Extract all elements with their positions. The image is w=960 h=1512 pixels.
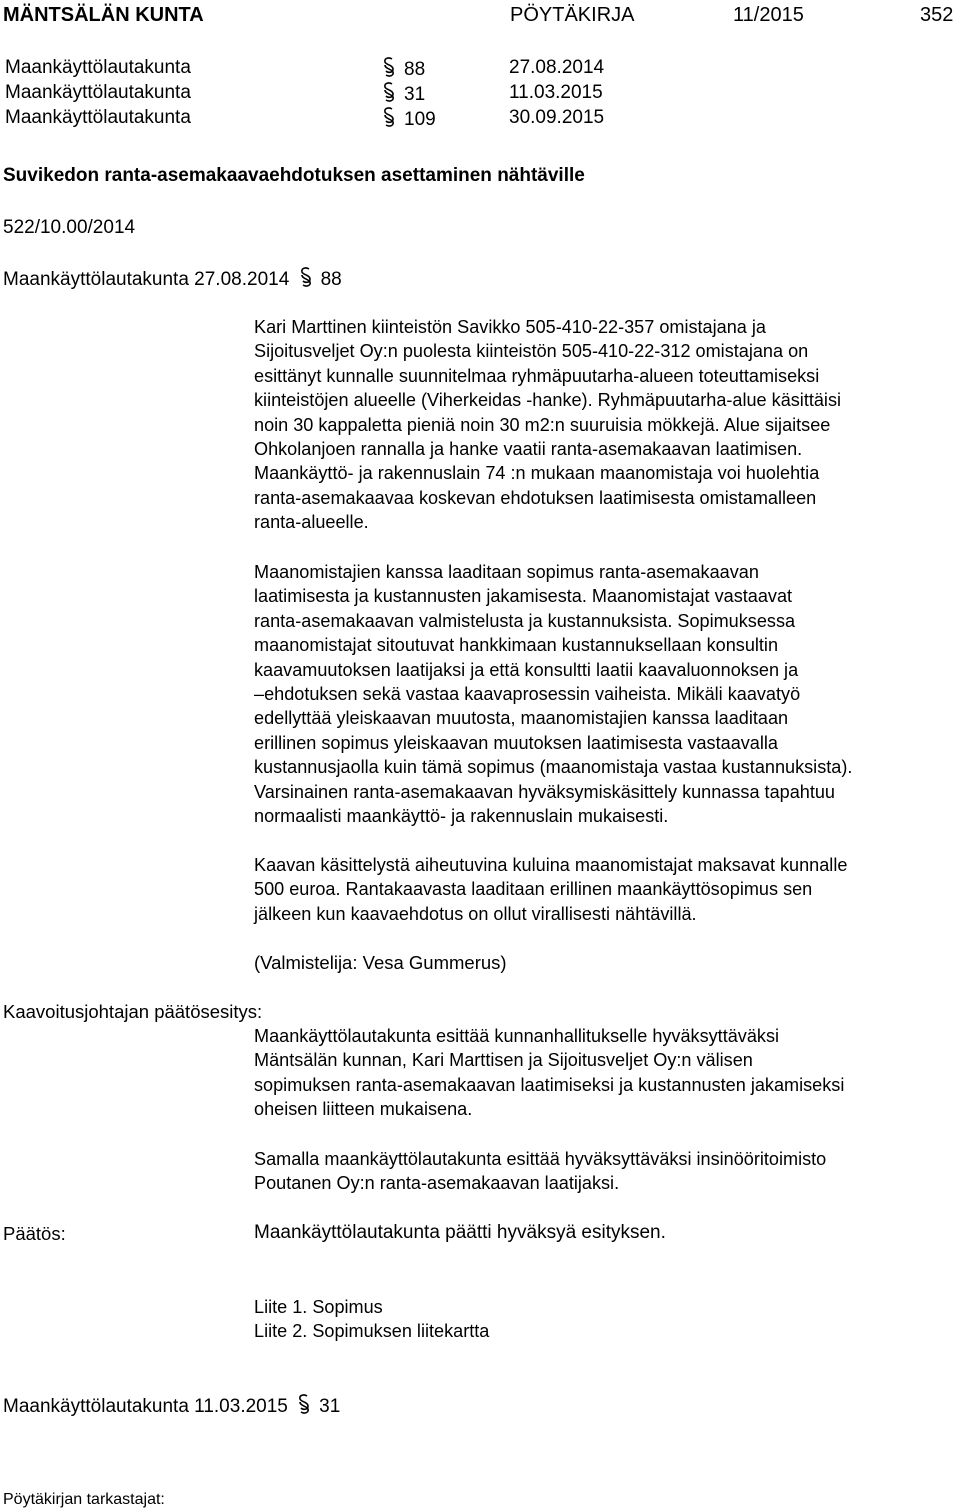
text-line: laatimisesta ja kustannusten jakamisesta. Maanomistajat vastaavat bbox=[254, 586, 793, 607]
meeting-heading: Maankäyttölautakunta 27.08.2014 88 bbox=[3, 266, 342, 292]
text-line: edellyttää yleiskaavan muutosta, maanomistajien kanssa laaditaan bbox=[254, 708, 789, 729]
section-sign-icon bbox=[297, 266, 315, 288]
text-line: Maanomistajien kanssa laaditaan sopimus ranta-asemakaavan bbox=[254, 562, 759, 582]
history-body: Maankäyttölautakunta bbox=[5, 107, 191, 128]
paragraph-background bbox=[254, 315, 960, 535]
page-title: Suvikedon ranta-asemakaavaehdotuksen asettaminen nähtäville bbox=[3, 165, 585, 186]
text-line: sopimuksen ranta-asemakaavan laatimiseksi ja kustannusten jakamiseksi bbox=[254, 1074, 845, 1095]
text-line: noin 30 kappaletta pieniä noin 30 m2:n suuruisia mökkejä. Alue sijaitsee bbox=[254, 414, 831, 435]
text-line: ranta-asemakaavaa koskevan ehdotuksen laatimisesta omistamalleen bbox=[254, 487, 817, 508]
text-line: Sijoitusveljet Oy:n puolesta kiinteistön 505-410-22-312 omistajana on bbox=[254, 341, 809, 362]
text-line: kiinteistöjen alueelle (Viherkeidas -hanke). Ryhmäpuutarha-alue käsittäisi bbox=[254, 390, 842, 411]
text-line: Maankäyttö- ja rakennuslain 74 :n mukaan maanomistaja voi huolehtia bbox=[254, 463, 820, 484]
text-line: ranta-alueelle. bbox=[254, 512, 369, 533]
history-date: 30.09.2015 bbox=[509, 107, 605, 128]
history-body: Maankäyttölautakunta bbox=[5, 82, 191, 103]
history-body: Maankäyttölautakunta bbox=[5, 57, 191, 78]
section-sign-icon bbox=[380, 106, 398, 128]
attachment-item: Liite 2. Sopimuksen liitekartta bbox=[254, 1321, 490, 1342]
text-line: Poutanen Oy:n ranta-asemakaavan laatijaksi. bbox=[254, 1173, 620, 1194]
page-number: 352 bbox=[920, 4, 954, 26]
footer-label: Pöytäkirjan tarkastajat: bbox=[3, 1491, 165, 1508]
proposal-text-2 bbox=[254, 1147, 960, 1196]
attachments-list bbox=[254, 1295, 960, 1344]
text-line: kaavamuutoksen laatijaksi ja että konsultti laatii kaavaluonnoksen ja bbox=[254, 659, 799, 680]
text-line: kustannusjaolla kuin tämä sopimus (maanomistaja vastaa kustannuksista). bbox=[254, 757, 853, 778]
text-line: Varsinainen ranta-asemakaavan hyväksymiskäsittely kunnassa tapahtuu bbox=[254, 781, 835, 802]
doc-type: PÖYTÄKIRJA bbox=[510, 4, 635, 26]
history-section: 31 bbox=[380, 81, 425, 107]
text-line: Maankäyttölautakunta esittää kunnanhallitukselle hyväksyttäväksi bbox=[254, 1026, 780, 1046]
text-line: 500 euroa. Rantakaavasta laaditaan erillinen maankäyttösopimus sen bbox=[254, 879, 813, 900]
section-sign-icon bbox=[380, 81, 398, 103]
history-date: 27.08.2014 bbox=[509, 57, 605, 78]
text-line: maanomistajat sitoutuvat hankkimaan kustannuksellaan konsultin bbox=[254, 635, 779, 656]
proposal-label: Kaavoitusjohtajan päätösesitys: bbox=[3, 1001, 263, 1022]
text-line: Samalla maankäyttölautakunta esittää hyväksyttäväksi insinööritoimisto bbox=[254, 1149, 827, 1169]
text-line: ranta-asemakaavan valmistelusta ja kustannuksista. Sopimuksessa bbox=[254, 610, 796, 631]
attachment-item: Liite 1. Sopimus bbox=[254, 1297, 383, 1317]
decision-label: Päätös: bbox=[3, 1223, 66, 1244]
meeting-heading: Maankäyttölautakunta 11.03.2015 31 bbox=[3, 1393, 340, 1419]
text-line: Ohkolanjoen rannalla ja hanke vaatii ranta-asemakaavan laatimisen. bbox=[254, 439, 803, 460]
text-line: –ehdotuksen sekä vastaa kaavaprosessin vaiheista. Mikäli kaavatyö bbox=[254, 684, 801, 705]
history-section: 88 bbox=[380, 56, 425, 82]
org-name: MÄNTSÄLÄN KUNTA bbox=[3, 4, 204, 26]
text-line: jälkeen kun kaavaehdotus on ollut virallisesti nähtävillä. bbox=[254, 903, 697, 924]
text-line: normaalisti maankäyttö- ja rakennuslain mukaisesti. bbox=[254, 806, 669, 827]
proposal-text bbox=[254, 1024, 960, 1122]
paragraph-costs bbox=[254, 853, 960, 926]
text-line: oheisen liitteen mukaisena. bbox=[254, 1099, 473, 1120]
section-sign-icon bbox=[380, 56, 398, 78]
history-date: 11.03.2015 bbox=[509, 82, 603, 103]
decision-text: Maankäyttölautakunta päätti hyväksyä esityksen. bbox=[254, 1222, 666, 1243]
preparer-note: (Valmistelija: Vesa Gummerus) bbox=[254, 952, 507, 973]
text-line: erillinen sopimus yleiskaavan muutoksen laatimisesta vastaavalla bbox=[254, 732, 778, 753]
text-line: esittänyt kunnalle suunnitelmaa ryhmäpuutarha-alueen toteuttamiseksi bbox=[254, 365, 820, 386]
text-line: Kari Marttinen kiinteistön Savikko 505-410-22-357 omistajana ja bbox=[254, 317, 766, 337]
doc-number: 11/2015 bbox=[733, 4, 804, 26]
section-sign-icon bbox=[295, 1393, 313, 1415]
record-number: 522/10.00/2014 bbox=[3, 217, 136, 238]
text-line: Kaavan käsittelystä aiheutuvina kuluina maanomistajat maksavat kunnalle bbox=[254, 855, 848, 875]
history-section: 109 bbox=[380, 106, 436, 132]
paragraph-agreement bbox=[254, 560, 960, 828]
text-line: Mäntsälän kunnan, Kari Marttisen ja Sijoitusveljet Oy:n välisen bbox=[254, 1050, 753, 1071]
